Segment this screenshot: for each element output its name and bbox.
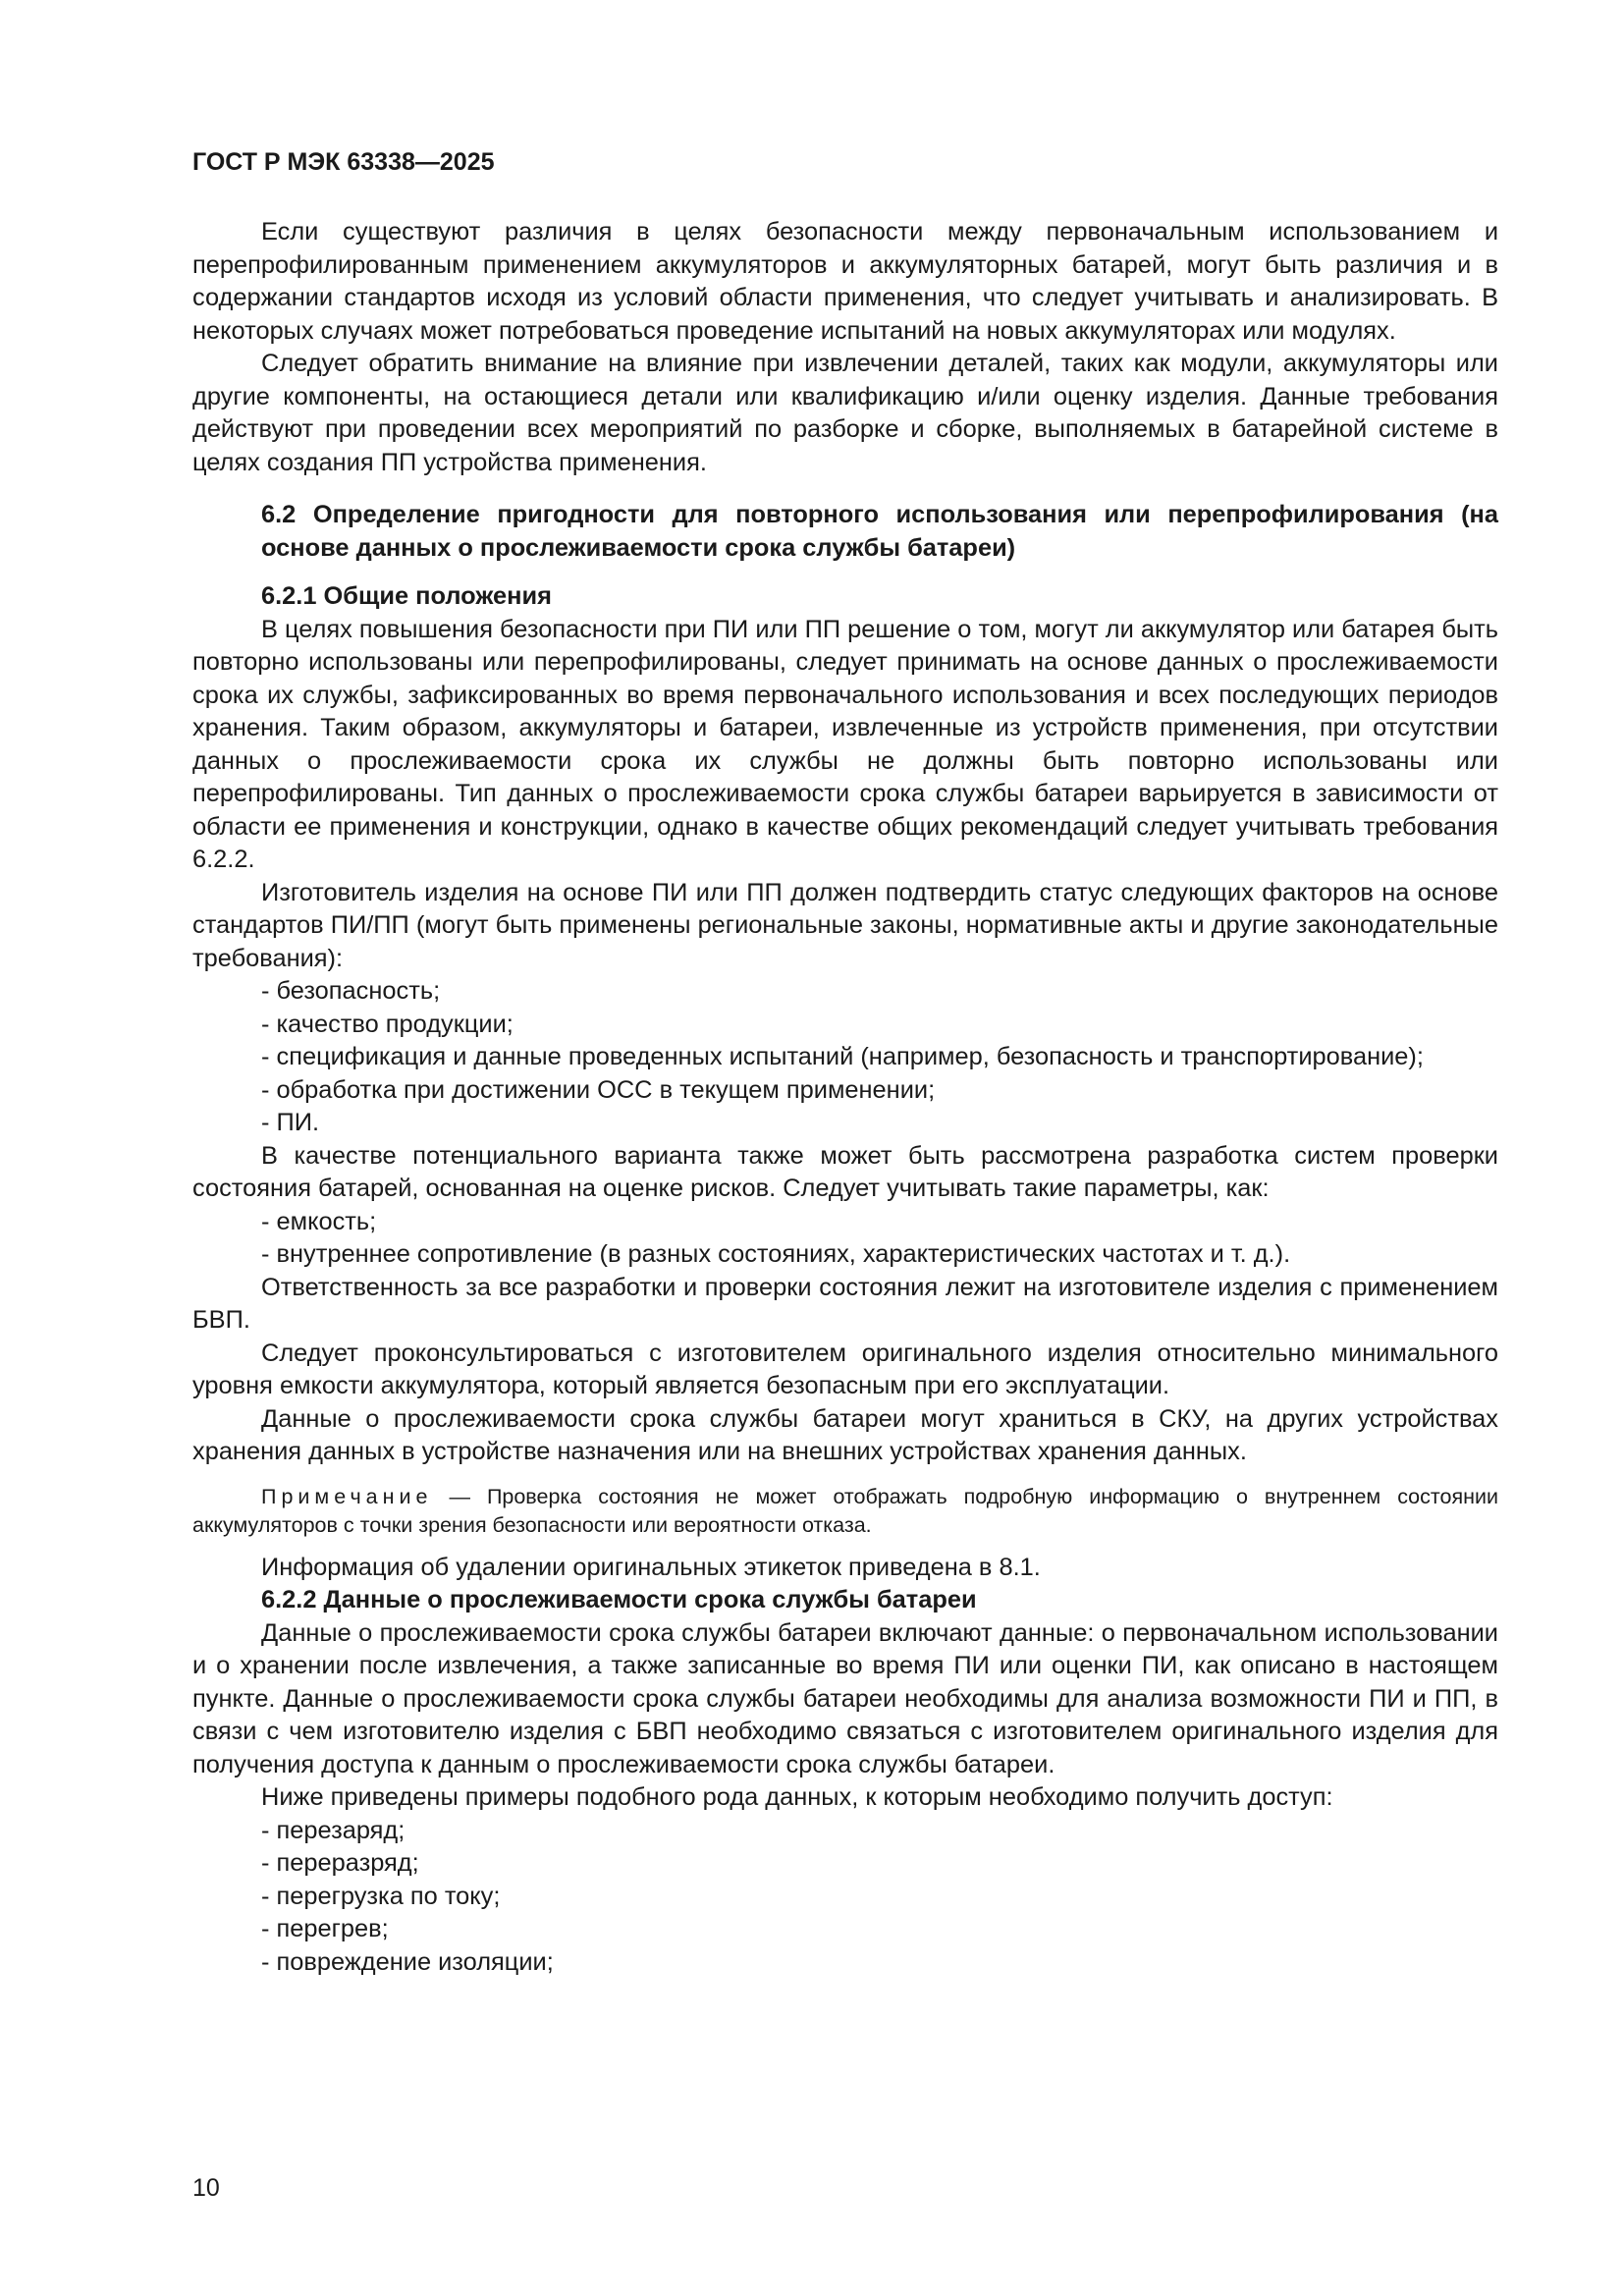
list-item: - ПИ. bbox=[261, 1109, 320, 1136]
list-item: - безопасность; bbox=[261, 977, 441, 1005]
section-6-2-1-paragraph-5: Следует проконсультироваться с изготовителем оригинального изделия относительно минимального уровня емкости аккумулятора, который является безопасным при его эксплуатации. bbox=[192, 1339, 1498, 1399]
note bbox=[192, 1483, 1498, 1540]
list-item: - перезаряд; bbox=[261, 1816, 406, 1844]
list-item: - спецификация и данные проведенных испытаний (например, безопасность и транспортирование); bbox=[261, 1043, 1424, 1070]
factors-list bbox=[192, 975, 1498, 1140]
list-item: - перегрев; bbox=[261, 1915, 389, 1942]
section-6-2-2-paragraph-2: Ниже приведены примеры подобного рода данных, к которым необходимо получить доступ: bbox=[261, 1783, 1333, 1811]
document-header: ГОСТ Р МЭК 63338—2025 bbox=[192, 148, 495, 176]
data-examples-list bbox=[192, 1815, 1498, 1980]
section-6-2-title: 6.2 Определение пригодности для повторного использования или перепрофилирования (на основе данных о прослеживаемости срока службы батареи) bbox=[261, 501, 1498, 562]
list-item: - обработка при достижении ОСС в текущем применении; bbox=[261, 1075, 936, 1104]
page-number: 10 bbox=[192, 2174, 220, 2202]
note-label: Примечание bbox=[261, 1484, 433, 1508]
list-item: - качество продукции; bbox=[261, 1010, 514, 1038]
section-6-2-1-paragraph-7: Информация об удалении оригинальных этикеток приведена в 8.1. bbox=[261, 1553, 1041, 1581]
section-6-2-1-paragraph-4: Ответственность за все разработки и проверки состояния лежит на изготовителе изделия с применением БВП. bbox=[192, 1273, 1498, 1334]
section-6-2-1-paragraph-1: В целях повышения безопасности при ПИ или ПП решение о том, могут ли аккумулятор или батарея быть повторно использованы или перепрофилированы, следует принимать на основе данных о прослеживаемости срока их службы, зафиксированных во время первоначального использования и всех последующих периодов хранения. Таким образом, аккумуляторы и батареи, извлеченные из устройств применения, при отсутствии данных о прослеживаемости срока их службы не должны быть повторно использованы или перепрофилированы. Тип данных о прослеживаемости срока службы батареи варьируется в зависимости от области ее применения и конструкции, однако в качестве общих рекомендаций следует учитывать требования 6.2.2. bbox=[192, 615, 1498, 873]
intro-paragraph-1: Если существуют различия в целях безопасности между первоначальным использованием и перепрофилированным применением аккумуляторов и аккумуляторных батарей, могут быть различия и в содержании стандартов исходя из условий области применения, что следует учитывать и анализировать. В некоторых случаях может потребоваться проведение испытаний на новых аккумуляторах или модулях. bbox=[192, 218, 1498, 345]
list-item: - внутреннее сопротивление (в разных состояниях, характеристических частотах и т. д.). bbox=[261, 1240, 1291, 1268]
list-item: - емкость; bbox=[261, 1207, 377, 1235]
note-text: — Проверка состояния не может отображать подробную информацию о внутреннем состоянии аккумуляторов с точки зрения безопасности или вероятности отказа. bbox=[192, 1484, 1498, 1537]
list-item: - повреждение изоляции; bbox=[261, 1947, 554, 1976]
list-item: - переразряд; bbox=[261, 1849, 419, 1877]
section-6-2-1-paragraph-6: Данные о прослеживаемости срока службы батареи могут храниться в СКУ, на других устройствах хранения данных в устройстве назначения или на внешних устройствах хранения данных. bbox=[192, 1404, 1498, 1465]
section-6-2-2-title: 6.2.2 Данные о прослеживаемости срока службы батареи bbox=[261, 1586, 977, 1613]
section-6-2-1-paragraph-3: В качестве потенциального варианта также может быть рассмотрена разработка систем проверки состояния батарей, основанная на оценке рисков. Следует учитывать такие параметры, как: bbox=[192, 1141, 1498, 1202]
section-6-2-2-paragraph-1: Данные о прослеживаемости срока службы батареи включают данные: о первоначальном использовании и о хранении после извлечения, а также записанные во время ПИ или оценки ПИ, как описано в настоящем пункте. Данные о прослеживаемости срока службы батареи необходимы для анализа возможности ПИ и ПП, в связи с чем изготовителю изделия с БВП необходимо связаться с изготовителем оригинального изделия для получения доступа к данным о прослеживаемости срока службы батареи. bbox=[192, 1618, 1498, 1778]
intro-paragraph-2: Следует обратить внимание на влияние при извлечении деталей, таких как модули, аккумуляторы или другие компоненты, на остающиеся детали или квалификацию и/или оценку изделия. Данные требования действуют при проведении всех мероприятий по разборке и сборке, выполняемых в батарейной системе в целях создания ПП устройства применения. bbox=[192, 350, 1498, 476]
parameters-list bbox=[192, 1206, 1498, 1272]
section-6-2-1-title: 6.2.1 Общие положения bbox=[261, 582, 552, 610]
document-page bbox=[192, 147, 1498, 1979]
section-6-2-1-paragraph-2: Изготовитель изделия на основе ПИ или ПП должен подтвердить статус следующих факторов на основе стандартов ПИ/ПП (могут быть применены региональные законы, нормативные акты и другие законодательные требования): bbox=[192, 878, 1498, 972]
list-item: - перегрузка по току; bbox=[261, 1882, 501, 1910]
